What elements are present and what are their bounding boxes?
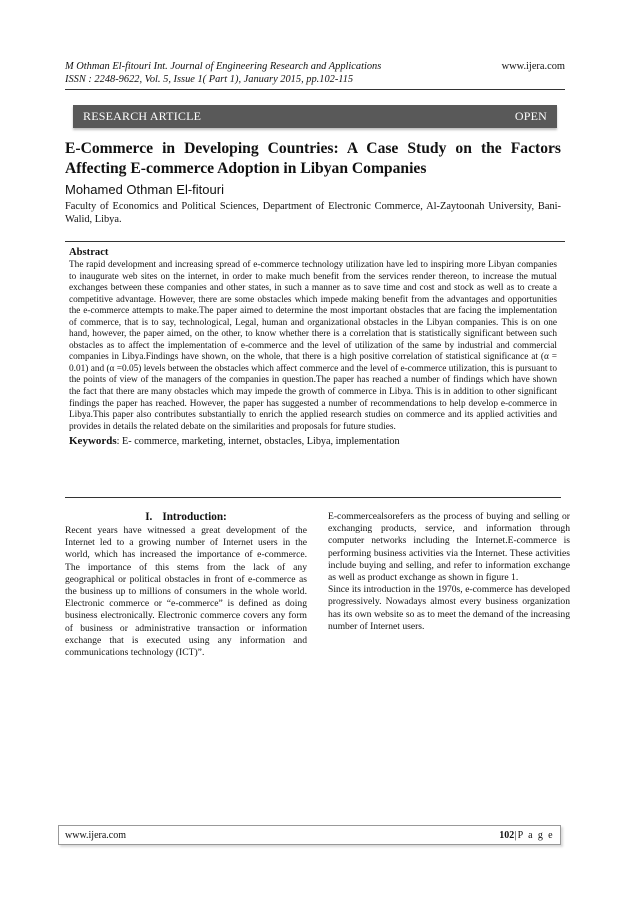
keywords-list: : E- commerce, marketing, internet, obstacles, Libya, implementation bbox=[116, 436, 400, 448]
author-affiliation: Faculty of Economics and Political Sciences, Department of Electronic Commerce, Al-Zaytoonah University, Bani-Walid, Libya. bbox=[65, 201, 561, 225]
page-number-value: 102 bbox=[499, 829, 515, 841]
footer-website: www.ijera.com bbox=[65, 829, 126, 841]
intro-paragraph-1: Recent years have witnessed a great development of the Internet led to a growing number of Internet users in the world, which has increased the importance of e-commerce. The importance of this stems from the lack of any geographical or political obstacles in front of e-commerce as the business up to millions of consumers in the whole world. Electronic commerce or “e-commerce” is defined as doing business electronically. Electronic commerce covers any form of business or administrative transaction or information exchange that is executed using any information and communications technology (ICT)”. bbox=[65, 525, 307, 659]
article-type-banner bbox=[73, 105, 557, 128]
paper-title: E-Commerce in Developing Countries: A Case Study on the Factors Affecting E-commerce Adoption in Libyan Companies bbox=[65, 140, 561, 177]
header-website: www.ijera.com bbox=[501, 61, 565, 72]
journal-citation: M Othman El-fitouri Int. Journal of Engineering Research and Applications bbox=[65, 61, 382, 72]
page-number bbox=[499, 830, 554, 841]
abstract-text: The rapid development and increasing spread of e-commerce technology utilization have led to inspiring more Libyan companies to inaugurate web sites on the internet, in order to make much benefit from the services render thereon, to increase the mutual exchanges between these companies and other states, in such a manner as to save time and cost and stock as well as to create a competitive advantage. However, there are some obstacles which impede making benefit from the advantages and opportunities the e-commerce attempts to make.The paper aimed to determine the most important obstacles that are facing the implementation of commerce, that is to say, technological, Legal, human and organizational obstacles in the Libyan companies. This is on one hand, however, the paper aimed, on the other, to know whether there is a correlation that is statistically significant between such obstacles as to affect the implementation of e-commerce and the level of utilization of the same by industrial and commercial companies in Libya.Findings have shown, on the whole, that there is a high positive correlation of statistical significance at (α = 0.01) and (α =0.05) levels between the obstacles which affect commerce and the level of e-commerce utilization, this is pursuant to the points of view of the managers of the companies in question.The paper has reached a number of findings which have shown the fact that there are many obstacles which may impede the growth of commerce in Libya. This is in addition to other significant findings the paper has reached. However, the paper has suggested a number of recommendations to help develop e-commerce in Libya.This paper also contributes substantially to enrich the applied research studies on commerce and its applied activities and provides in details the related debate on the similarities and proposals for future studies. bbox=[69, 260, 557, 432]
keywords-line bbox=[69, 435, 561, 447]
abstract-section bbox=[65, 243, 561, 498]
abstract-heading: Abstract bbox=[69, 247, 109, 258]
header-rule bbox=[65, 89, 565, 90]
section-heading-introduction bbox=[65, 511, 307, 523]
left-column bbox=[65, 511, 307, 659]
section-number: I. bbox=[145, 511, 153, 523]
abstract-rule bbox=[65, 241, 565, 242]
intro-paragraph-2: E-commercealsorefers as the process of buying and selling or exchanging products, service, and information through computer networks including the Internet.E-commerce is performing business activities via the Internet. These activities include buying and selling, and refer to information exchange as well as product exchange as shown in figure 1. bbox=[328, 511, 570, 584]
intro-paragraph-3: Since its introduction in the 1970s, e-commerce has developed progressively. Nowadays almost every business organization has its own website so as to meet the demand of the increasing number of Internet users. bbox=[328, 584, 570, 632]
open-access-label: OPEN bbox=[514, 109, 547, 123]
page-label: |P a g e bbox=[514, 829, 554, 841]
author-name: Mohamed Othman El-fitouri bbox=[65, 182, 224, 197]
keywords-label: Keywords bbox=[69, 435, 117, 448]
page-footer bbox=[58, 825, 561, 845]
right-column bbox=[328, 511, 570, 633]
running-header bbox=[65, 60, 565, 74]
article-type-label: RESEARCH ARTICLE bbox=[83, 109, 202, 123]
issn-line: ISSN : 2248-9622, Vol. 5, Issue 1( Part 1), January 2015, pp.102-115 bbox=[65, 74, 354, 85]
section-title: Introduction: bbox=[162, 511, 227, 523]
